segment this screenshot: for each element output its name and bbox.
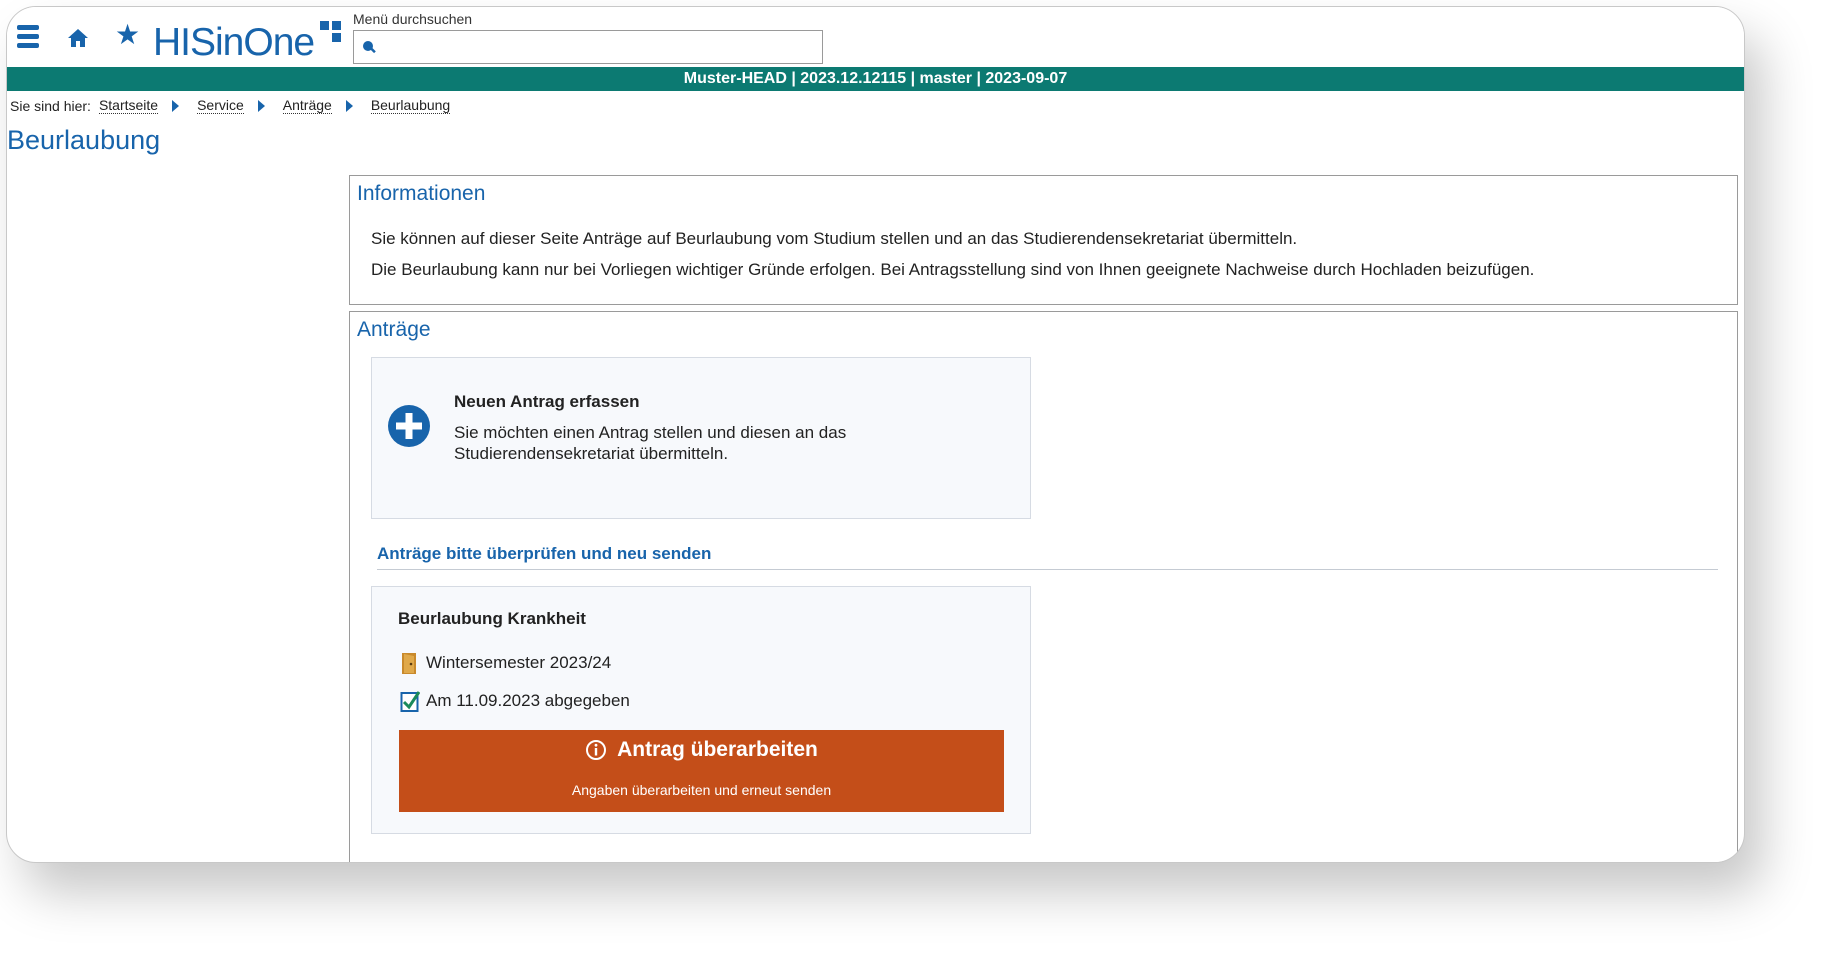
- divider: [377, 569, 1718, 570]
- info-panel: [349, 175, 1738, 305]
- breadcrumb-label: Sie sind hier:: [10, 97, 91, 114]
- app-window: [6, 6, 1745, 863]
- new-request-description: Sie möchten einen Antrag stellen und diesen an das Studierendensekretariat übermitteln.: [454, 423, 847, 463]
- edit-request-button-sublabel: Angaben überarbeiten und erneut senden: [571, 782, 832, 798]
- info-text-line-1: Sie können auf dieser Seite Anträge auf Beurlaubung vom Studium stellen und an das Studierendensekretariat übermitteln.: [371, 229, 1298, 248]
- logo[interactable]: [153, 21, 348, 65]
- antraege-panel: [349, 311, 1738, 863]
- home-icon[interactable]: [67, 27, 89, 49]
- submitted-row: [400, 689, 630, 713]
- breadcrumb-chevron-icon: [258, 100, 265, 112]
- checkbox-checked-icon: [400, 689, 420, 713]
- logo-text: HISinOne: [153, 21, 315, 64]
- version-status-bar: Muster-HEAD | 2023.12.12115 | master | 2023-09-07: [7, 67, 1744, 91]
- search-icon: [362, 40, 376, 54]
- new-request-title: Neuen Antrag erfassen: [454, 392, 640, 411]
- breadcrumb-chevron-icon: [172, 100, 179, 112]
- search-label: Menü durchsuchen: [353, 11, 473, 27]
- breadcrumb: [10, 97, 450, 114]
- new-request-card[interactable]: [371, 357, 1031, 519]
- info-panel-title: Informationen: [357, 182, 486, 205]
- edit-request-button-label: Antrag überarbeiten: [617, 738, 818, 761]
- semester-row: [400, 651, 611, 675]
- favorites-star-icon[interactable]: ★: [115, 19, 141, 50]
- info-text-line-2: Die Beurlaubung kann nur bei Vorliegen wichtiger Gründe erfolgen. Bei Antragsstellung sind von Ihnen geeignete Nachweise durch Hochladen beizufügen.: [371, 260, 1535, 279]
- page-title: Beurlaubung: [7, 125, 161, 155]
- hamburger-menu-icon[interactable]: [17, 25, 39, 49]
- submitted-text: Am 11.09.2023 abgegeben: [426, 691, 630, 710]
- semester-text: Wintersemester 2023/24: [426, 653, 612, 672]
- info-icon: [585, 739, 607, 761]
- add-circle-icon: [387, 404, 431, 448]
- door-icon: [400, 651, 420, 675]
- breadcrumb-antraege[interactable]: Anträge: [282, 97, 332, 113]
- search-input[interactable]: [353, 30, 823, 64]
- edit-request-button[interactable]: [399, 730, 1004, 812]
- review-section-title: Anträge bitte überprüfen und neu senden: [377, 544, 712, 563]
- request-title: Beurlaubung Krankheit: [398, 609, 586, 628]
- logo-dots-icon: [320, 21, 348, 49]
- antraege-panel-title: Anträge: [357, 318, 431, 341]
- breadcrumb-beurlaubung[interactable]: Beurlaubung: [370, 97, 451, 113]
- breadcrumb-startseite[interactable]: Startseite: [98, 97, 159, 113]
- breadcrumb-chevron-icon: [346, 100, 353, 112]
- request-card: [371, 586, 1031, 834]
- breadcrumb-service[interactable]: Service: [197, 97, 244, 113]
- top-bar: [7, 7, 1744, 67]
- edit-request-button-main: [399, 738, 1004, 762]
